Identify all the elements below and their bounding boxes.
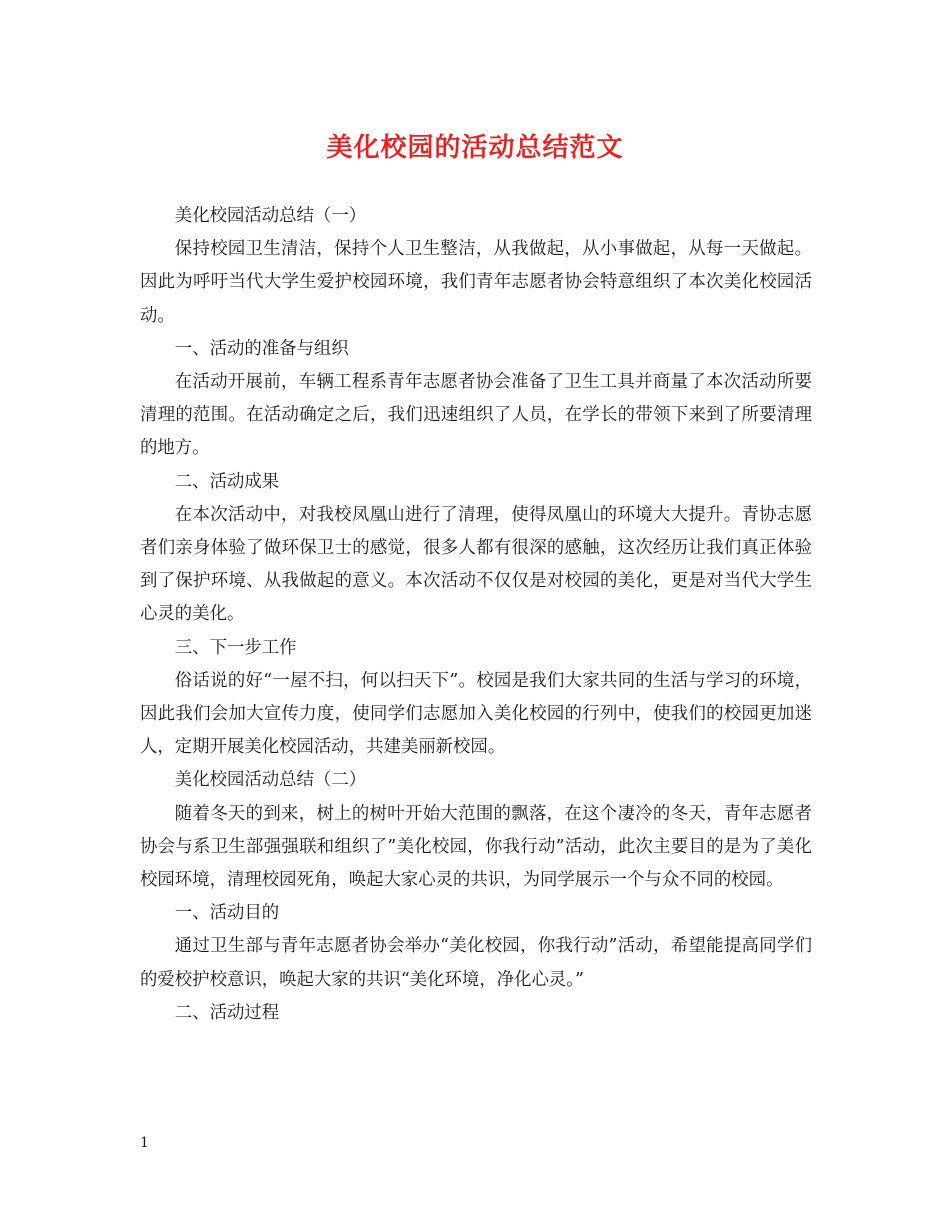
document-title: 美化校园的活动总结范文 — [326, 133, 624, 163]
paragraph: 通过卫生部与青年志愿者协会举办“美化校园，你我行动”活动，希望能提高同学们的爱校护校意识，唤起大家的共识“美化环境，净化心灵。” — [140, 936, 812, 990]
section-heading: 一、活动目的 — [174, 903, 280, 924]
document-body — [140, 200, 812, 1030]
section-heading: 二、活动过程 — [174, 1002, 280, 1023]
paragraph: 在本次活动中，对我校凤凰山进行了清理，使得凤凰山的环境大大提升。青协志愿者们亲身体验了做环保卫士的感觉，很多人都有很深的感触，这次经历让我们真正体验到了保护环境、从我做起的意义。本次活动不仅仅是对校园的美化，更是对当代大学生心灵的美化。 — [140, 504, 812, 625]
paragraph: 保持校园卫生清洁，保持个人卫生整洁，从我做起，从小事做起，从每一天做起。因此为呼吁当代大学生爱护校园环境，我们青年志愿者协会特意组织了本次美化校园活动。 — [140, 239, 812, 326]
section-heading: 一、活动的准备与组织 — [174, 338, 349, 359]
paragraph: 随着冬天的到来，树上的树叶开始大范围的飘落，在这个凄冷的冬天，青年志愿者协会与系卫生部强强联和组织了”美化校园，你我行动”活动，此次主要目的是为了美化校园环境，清理校园死角，唤起大家心灵的共识，为同学展示一个与众不同的校园。 — [140, 803, 812, 891]
page-number: 1 — [140, 1135, 149, 1151]
section-heading: 美化校园活动总结（二） — [174, 770, 367, 791]
section-heading: 美化校园活动总结（一） — [174, 206, 367, 226]
paragraph: 在活动开展前，车辆工程系青年志愿者协会准备了卫生工具并商量了本次活动所要清理的范围。在活动确定之后，我们迅速组织了人员，在学长的带领下来到了所要清理的地方。 — [140, 372, 812, 459]
paragraph: 俗话说的好“一屋不扫，何以扫天下”。校园是我们大家共同的生活与学习的环境，因此我们会加大宣传力度，使同学们志愿加入美化校园的行列中，使我们的校园更加迷人，定期开展美化校园活动，共建美丽新校园。 — [140, 670, 812, 758]
section-heading: 二、活动成果 — [174, 471, 280, 492]
section-heading: 三、下一步工作 — [174, 637, 297, 658]
